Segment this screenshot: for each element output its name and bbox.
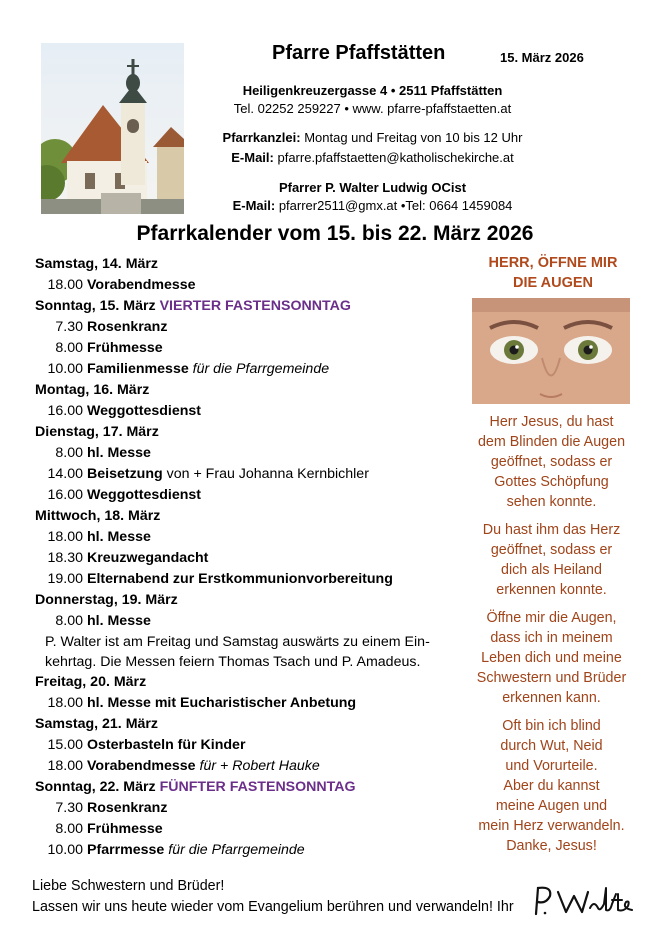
day-heading [35,296,465,317]
sidebar-title-line: DIE AUGEN [512,275,594,291]
event-time: 15.00 [47,737,83,753]
event-name: Weggottesdienst [87,487,202,503]
day-heading [35,254,465,275]
prayer-line: mein Herz verwandeln. [478,818,625,834]
day-heading [35,777,465,798]
day-label: Freitag, 20. März [35,674,147,690]
prayer-line: Danke, Jesus! [506,838,597,854]
issue-date: 15. März 2026 [500,50,584,65]
calendar [35,254,465,861]
event-row [35,443,465,464]
announcement-line: P. Walter ist am Freitag und Samstag auswärts zu einem Ein- [45,634,430,650]
event-name: Rosenkranz [87,319,168,335]
office-hours: Montag und Freitag von 10 bis 12 Uhr [300,130,523,145]
prayer-line: geöffnet, sodass er [490,454,613,470]
event-time: 19.00 [47,571,83,587]
day-heading [35,714,465,735]
event-time: 16.00 [47,487,83,503]
greeting-line: Liebe Schwestern und Brüder! [32,878,225,894]
prayer-line: Schwestern und Brüder [476,670,627,686]
event-row [35,611,465,632]
event-row [35,819,465,840]
day-label: Montag, 16. März [35,382,150,398]
event-row [35,527,465,548]
event-time: 18.00 [47,758,83,774]
day-label: Mittwoch, 18. März [35,508,161,524]
event-name: Frühmesse [87,340,163,356]
prayer-line: meine Augen und [495,798,608,814]
day-heading [35,672,465,693]
day-label: Samstag, 21. März [35,716,159,732]
event-row [35,317,465,338]
closing-text [32,876,514,918]
event-name: Osterbasteln für Kinder [87,737,246,753]
prayer-line: dich als Heiland [501,562,602,578]
prayer-paragraph [470,520,633,600]
event-name: Vorabendmesse [87,277,196,293]
day-heading [35,506,465,527]
day-label: Samstag, 14. März [35,256,159,272]
priest-contact: pfarrer2511@gmx.at •Tel: 0664 1459084 [275,198,513,213]
prayer-line: durch Wut, Neid [500,738,603,754]
email-line [200,150,545,165]
event-name: hl. Messe [87,613,151,629]
prayer-line: Aber du kannst [503,778,600,794]
feast-label: FÜNFTER FASTENSONNTAG [159,779,356,795]
event-row [35,275,465,296]
priest-email-label: E-Mail: [232,198,276,213]
event-time: 8.00 [55,821,83,837]
event-row [35,798,465,819]
event-name: Weggottesdienst [87,403,202,419]
event-name: Rosenkranz [87,800,168,816]
event-row [35,840,465,861]
event-row [35,735,465,756]
prayer-line: erkennen konnte. [496,582,607,598]
event-note: von + Frau Johanna Kernbichler [162,466,369,482]
day-label: Dienstag, 17. März [35,424,159,440]
prayer-line: Herr Jesus, du hast [489,414,614,430]
prayer-paragraph [470,412,633,512]
prayer-line: erkennen kann. [502,690,601,706]
day-heading [35,380,465,401]
sidebar-title-line: HERR, ÖFFNE MIR [488,255,618,271]
prayer-paragraph [470,608,633,708]
parish-name: Pfarre Pfaffstätten [272,42,446,64]
prayer-paragraph [470,716,633,856]
church-photo [41,43,184,214]
event-row [35,338,465,359]
event-time: 8.00 [55,340,83,356]
email-label: E-Mail: [231,150,274,165]
calendar-title: Pfarrkalender vom 15. bis 22. März 2026 [136,222,534,245]
prayer-line: Oft bin ich blind [502,718,601,734]
event-row [35,401,465,422]
announcement-line: kehrtag. Die Messen feiern Thomas Tsach und P. Amadeus. [45,654,421,670]
event-name: hl. Messe mit Eucharistischer Anbetung [87,695,357,711]
prayer-line: dass ich in meinem [490,630,613,646]
event-name: Kreuzwegandacht [87,550,209,566]
event-name: Familienmesse [87,361,189,377]
office-hours-line [200,130,545,145]
prayer-text [470,412,633,864]
event-name: Beisetzung [87,466,163,482]
signature [528,880,638,922]
prayer-line: geöffnet, sodass er [490,542,613,558]
day-label: Donnerstag, 19. März [35,592,178,608]
sidebar-title [473,253,633,293]
email-address[interactable]: pfarre.pfaffstaetten@katholischekirche.at [273,150,514,165]
prayer-line: Gottes Schöpfung [494,474,609,490]
event-name: Vorabendmesse [87,758,196,774]
event-time: 14.00 [47,466,83,482]
eyes-photo [472,298,630,404]
phone-web: Tel. 02252 259227 • www. pfarre-pfaffstaetten.at [233,101,512,116]
address: Heiligenkreuzergasse 4 • 2511 Pfaffstätten [242,83,503,98]
day-label: Sonntag, 22. März [35,779,156,795]
event-row [35,548,465,569]
event-time: 16.00 [47,403,83,419]
event-time: 10.00 [47,842,83,858]
prayer-line: Öffne mir die Augen, [486,610,617,626]
event-note: für die Pfarrgemeinde [188,361,330,377]
event-time: 8.00 [55,445,83,461]
day-heading [35,422,465,443]
prayer-line: und Vorurteile. [505,758,598,774]
event-time: 7.30 [55,800,83,816]
prayer-line: sehen konnte. [506,494,597,510]
event-row [35,485,465,506]
closing-line: Lassen wir uns heute wieder vom Evangelium berühren und verwandeln! Ihr [32,899,514,915]
event-name: hl. Messe [87,529,151,545]
event-row [35,464,465,485]
event-row [35,569,465,590]
event-time: 18.30 [47,550,83,566]
event-name: Elternabend zur Erstkommunionvorbereitung [87,571,393,587]
prayer-line: Leben dich und meine [481,650,622,666]
event-name: Frühmesse [87,821,163,837]
event-name: Pfarrmesse [87,842,165,858]
prayer-line: dem Blinden die Augen [477,434,626,450]
event-note: für + Robert Hauke [195,758,320,774]
event-time: 18.00 [47,695,83,711]
event-row [35,359,465,380]
day-heading [35,590,465,611]
priest-name: Pfarrer P. Walter Ludwig OCist [278,180,467,195]
priest-contact-line [200,198,545,213]
event-row [35,693,465,714]
event-note: für die Pfarrgemeinde [164,842,305,858]
event-name: hl. Messe [87,445,151,461]
day-label: Sonntag, 15. März [35,298,156,314]
event-time: 7.30 [55,319,83,335]
prayer-line: Du hast ihm das Herz [482,522,621,538]
event-time: 10.00 [47,361,83,377]
event-row [35,756,465,777]
office-label: Pfarrkanzlei: [222,130,301,145]
event-time: 18.00 [47,529,83,545]
event-time: 8.00 [55,613,83,629]
feast-label: VIERTER FASTENSONNTAG [159,298,351,314]
event-time: 18.00 [47,277,83,293]
